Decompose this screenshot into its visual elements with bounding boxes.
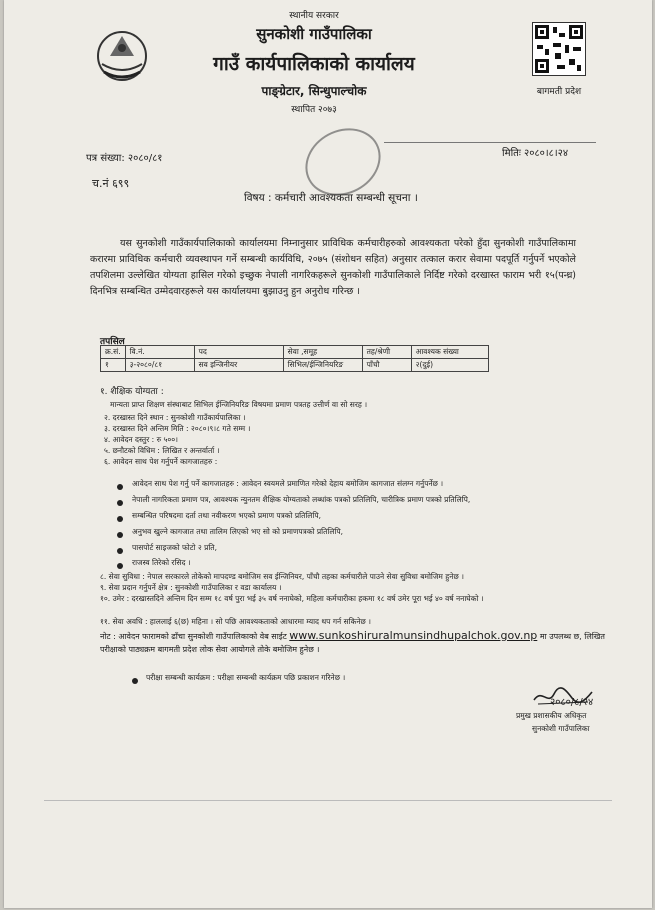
document-item: अनुभव खुल्ने कागजात तथा तालिम लिएको भए सो को प्रमाणपत्रको प्रतिलिपि, [132, 527, 344, 536]
list-item: ५. छनौटको विधिम : लिखित र अन्तर्वार्ता । [104, 446, 220, 455]
bullet-icon [117, 548, 123, 554]
document-page [4, 0, 652, 908]
note-paragraph [100, 629, 620, 656]
note-suffix: मा उपलब्ध छ, लिखित परीक्षाको पाठ्यक्रम बागमती प्रदेश लोक सेवा आयोगले तोके बमोजिम हुनेछ । [100, 632, 605, 654]
letter-date: मितिः २०८०।८।२४ [502, 148, 569, 159]
list-item: ८. सेवा सुविधा : नेपाल सरकारले तोकेको मापदण्ड बमोजिम सव ईन्जिनियर, पाँचौ तहका कर्मचारीले पाउने सेवा सुविधा बमोजिम हुनेछ । [100, 572, 464, 581]
qualification-heading: १. शैक्षिक योग्यता : [100, 387, 164, 397]
signature-date: २०८०/८/२४ [550, 697, 594, 708]
municipality-name: सुनकोशी गाउँपालिका [256, 25, 372, 43]
table-cell: सव इन्जिनीयर [194, 359, 283, 372]
document-item: आवेदन साथ पेश गर्नु पर्ने कागजातहरु : आवेदन स्वयमले प्रमाणित गरेको देहाय बमोजिम कागजात संलग्न गर्नुपर्नेछ । [132, 479, 444, 488]
qr-code [532, 22, 586, 76]
list-item: ४. आवेदन दस्तुर : रु ५००। [104, 435, 178, 444]
signatory-title: प्रमुख प्रशासकीय अधिकृत [516, 711, 587, 720]
bullet-icon [117, 516, 123, 522]
header-divider [384, 142, 596, 143]
local-government-label: स्थानीय सरकार [289, 11, 339, 21]
office-address: पाङ्ग्रेटार, सिन्धुपाल्चोक [261, 84, 367, 98]
list-item: १०. उमेर : दरखास्तदिने अन्तिम दिन सम्म १८ वर्ष पुरा भई ३५ वर्ष ननाघेको, महिला कर्मचारीका हकमा १८ वर्ष उमेर पूरा भई ४० वर्ष ननाघेको । [100, 594, 484, 603]
letter-number: पत्र संख्या: २०८०/८१ [86, 153, 163, 164]
exam-notice: परीक्षा सम्बन्धी कार्यक्रम : परीक्षा सम्बन्धी कार्यक्रम पछि प्रकाशन गरिनेछ । [146, 673, 346, 682]
list-item: ९. सेवा प्रदान गर्नुपर्ने क्षेत्र : सुनकोशी गाउँपालिका र वडा कार्यालय । [100, 583, 282, 592]
column-header: सेवा ,समूह [283, 346, 362, 359]
table-cell: पाँचौ [362, 359, 411, 372]
list-item: ६. आवेदन साथ पेश गर्नुपर्ने कागजातहरु : [104, 457, 218, 466]
list-item: २. दरखास्त दिने स्थान : सुनकोशी गाउँकार्यपालिका । [104, 413, 246, 422]
document-item: नेपाली नागरिकता प्रमाण पत्र, आवश्यक न्युनतम शैक्षिक योग्यताको लब्धांक पत्रको प्रतिलिपि, चारीत्रिक प्रमाण पत्रको प्रतिलिपि, [132, 495, 471, 504]
established-year: स्थापित २०७३ [291, 105, 337, 115]
subject-line: विषय : कर्मचारी आवश्यकता सम्बन्धी सूचना । [244, 192, 418, 204]
vacancy-table [100, 345, 489, 372]
province-name: बागमती प्रदेश [536, 87, 582, 97]
table-cell: सिभिल/ईन्जिनियरिङ [283, 359, 362, 372]
column-header: आवश्यक संख्या [411, 346, 488, 359]
table-cell: २(दुई) [411, 359, 488, 372]
list-item: ३. दरखास्त दिने अन्तिम मिति : २०८०।९।८ गते सम्म । [104, 424, 251, 433]
bullet-icon [132, 678, 138, 684]
bullet-icon [117, 500, 123, 506]
document-item: सम्बन्धित परिषदमा दर्ता तथा नवीकरण भएको प्रमाण पत्रको प्रतिलिपि, [132, 511, 321, 520]
table-cell: १ [101, 359, 126, 372]
table-header-row [101, 346, 489, 359]
column-header: तह/श्रेणी [362, 346, 411, 359]
office-name: गाउँ कार्यपालिकाको कार्यालय [213, 53, 415, 75]
column-header: वि.नं. [125, 346, 194, 359]
bullet-icon [117, 563, 123, 569]
dispatch-number: च.नं ६९९ [92, 177, 130, 190]
column-header: पद [194, 346, 283, 359]
table-cell: ३-२०८०/८१ [125, 359, 194, 372]
document-item: राजस्व तिरेको रसिद । [132, 558, 191, 567]
note-prefix: नोट : आवेदन फारामको ढाँचा सुनकोशी गाउँपालिकाको वेब साईट [100, 632, 287, 641]
footer-divider [44, 800, 612, 801]
list-item: ११. सेवा अवधि : हाललाई ६(छ) महिना । सो पछि आवश्यकताको आधारमा म्याद थप गर्न सकिनेछ । [100, 617, 372, 626]
signatory-office: सुनकोशी गाउँपालिका [532, 724, 590, 733]
bullet-icon [117, 532, 123, 538]
nepal-emblem-logo [90, 26, 154, 84]
document-item: पासपोर्ट साइजको फोटो २ प्रति, [132, 543, 217, 552]
notice-body: यस सुनकोशी गाउँकार्यपालिकाको कार्यालयमा निम्नानुसार प्राविधिक कर्मचारीहरुको आवश्यकता परेको हुँदा सुनकोशी गाउँपालिकामा करारमा प्राविधिक कर्मचारी व्यवस्थापन गर्ने सम्बन्धी कार्यविधि, २०७५ (संशोधन सहित) अनुसार तत्काल करार सेवामा पदपूर्ति गर्नुपर्ने भएकोले तपशिलमा उल्लेखित योग्यता हासिल गरेको इच्छुक नेपाली नागरिकहरूले सुनकोशी गाउँपालिकाले निर्दिष्ट गरेको दरखास्त फाराम भरी १५(पन्ध्र) दिनभित्र सम्बन्धित उम्मेदवारहरूले यस कार्यालयमा बुझाउनु हुन अनुरोध गरिन्छ । [90, 238, 576, 297]
bullet-icon [117, 484, 123, 490]
qualification-text: मान्यता प्राप्त शिक्षण संस्थाबाट सिभिल ईन्जिनियरिङ विषयमा प्रमाण पत्रतह उत्तीर्ण वा सो सरह । [110, 400, 368, 409]
column-header: क्र.सं. [101, 346, 126, 359]
table-caption: तपसिल [100, 337, 125, 347]
website-link[interactable]: www.sunkoshiruralmunsindhupalchok.gov.np [289, 629, 538, 642]
table-row [101, 359, 489, 372]
